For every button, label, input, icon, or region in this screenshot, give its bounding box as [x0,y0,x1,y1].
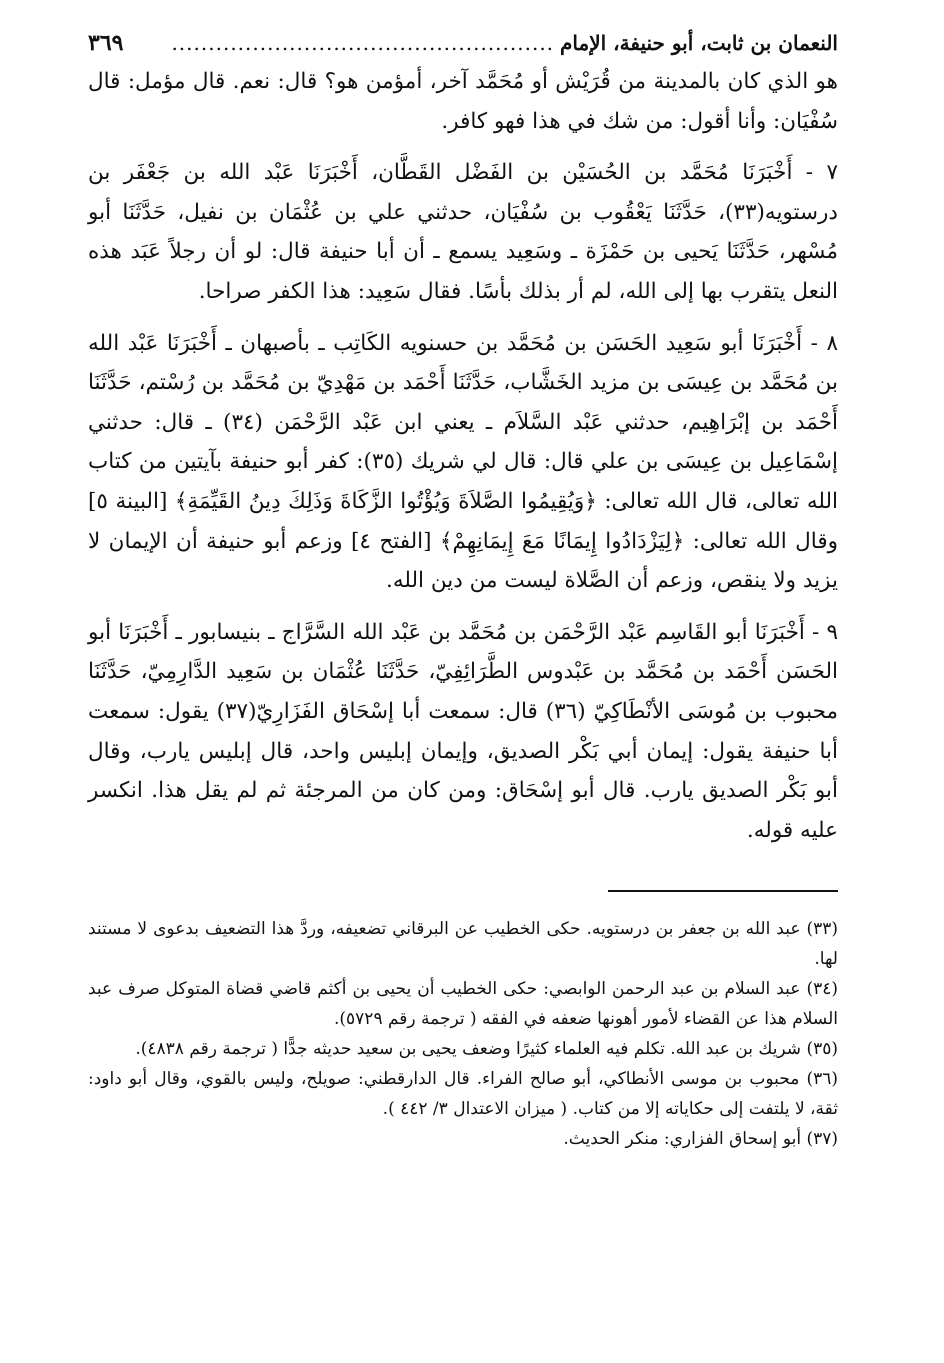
paragraph-narration-8: ٨ - أَخْبَرَنَا أبو سَعِيد الحَسَن بن مُحَمَّد بن حسنويه الكَاتِب ـ بأصبهان ـ أَخْبَرَنَا عَبْد الله بن مُحَمَّد بن عِيسَى بن مزيد الخَشَّاب، حَدَّثَنَا أَحْمَد بن مَهْدِيّ بن مُحَمَّد بن رُسْتم، حَدَّثَنَا أَحْمَد بن إبْرَاهِيم، حدثني عَبْد السَّلاَم ـ يعني ابن عَبْد الرَّحْمَن (٣٤) ـ قال: حدثني إسْمَاعِيل بن عِيسَى بن علي قال: قال لي شريك (٣٥): كفر أبو حنيفة بآيتين من كتاب الله تعالى، قال الله تعالى: ﴿وَيُقِيمُوا الصَّلاَةَ وَيُؤْتُوا الزَّكَاةَ وَذَلِكَ دِينُ القَيِّمَةِ﴾ [البينة ٥] وقال الله تعالى: ﴿لِيَزْدَادُوا إِيمَانًا مَعَ إِيمَانِهِمْ﴾ [الفتح ٤] وزعم أبو حنيفة أن الإيمان لا يزيد ولا ينقص، وزعم أن الصَّلاة ليست من دين الله. [88,330,838,594]
paragraph-narration-9: ٩ - أَخْبَرَنَا أبو القَاسِم عَبْد الرَّحْمَن بن مُحَمَّد بن عَبْد الله السَّرَّاج ـ بنيسابور ـ أَخْبَرَنَا أبو الحَسَن أَحْمَد بن مُحَمَّد بن عَبْدوس الطَّرَائِفِيّ، حَدَّثَنَا عُثْمَان بن سَعِيد الدَّارِمِيّ، حَدَّثَنَا محبوب بن مُوسَى الأنْطَاكِيّ (٣٦) قال: سمعت أبا إسْحَاق الفَزَارِيّ(٣٧) يقول: سمعت أبا حنيفة يقول: إيمان أبي بَكْر الصديق، وإيمان إبليس واحد، قال إبليس يارب، وقال أبو بَكْر الصديق يارب. قال أبو إسْحَاق: ومن كان من المرجئة ثم لم يقل هذا. انكسر عليه قوله. [88,619,838,843]
footnote-34: (٣٤) عبد السلام بن عبد الرحمن الوابصي: حكى الخطيب أن يحيى بن أكثم قاضي قضاة المتوكل صرف عبد السلام هذا عن القضاء لأمور أهونها ضعفه في الفقه ( ترجمة رقم ٥٧٢٩). [88,979,838,1030]
book-page [88,28,838,1348]
header-dot-leader: .................................................... [171,31,555,55]
footnote-36: (٣٦) محبوب بن موسى الأنطاكي، أبو صالح الفراء. قال الدارقطني: صويلح، وليس بالقوي، وقال أبو داود: ثقة، لا يلتفت إلى حكاياته إلا من كتاب. ( ميزان الاعتدال ٣/ ٤٤٢ ). [88,1069,838,1120]
footnote-35: (٣٥) شريك بن عبد الله. تكلم فيه العلماء كثيرًا وضعف يحيى بن سعيد حديثه جدًّا ( ترجمة رقم ٤٨٣٨). [135,1039,838,1060]
header-title: النعمان بن ثابت، أبو حنيفة، الإمام [560,31,838,55]
footnote-separator [608,890,838,892]
paragraph-continuation: هو الذي كان بالمدينة من قُرَيْش أو مُحَمَّد آخر، أمؤمن هو؟ قال: نعم. قال مؤمل: قال سُفْيَان: وأنا أقول: من شك في هذا فهو كافر. [88,69,838,134]
footnote-33: (٣٣) عبد الله بن جعفر بن درستويه. حكى الخطيب عن البرقاني تضعيفه، وردَّ هذا التضعيف بدعوى لا مستند لها. [88,919,838,970]
running-header [88,28,838,58]
page-number: ٣٦٩ [88,30,124,56]
main-text [88,62,838,850]
footnote-37: (٣٧) أبو إسحاق الفزاري: منكر الحديث. [563,1129,838,1150]
footnotes [88,914,838,1154]
paragraph-narration-7: ٧ - أَخْبَرَنَا مُحَمَّد بن الحُسَيْن بن الفَضْل القَطَّان، أَخْبَرَنَا عَبْد الله بن جَعْفَر بن درستويه(٣٣)، حَدَّثَنَا يَعْقُوب بن سُفْيَان، حدثني علي بن عُثْمَان بن نفيل، حَدَّثَنَا أبو مُسْهر، حَدَّثَنَا يَحيى بن حَمْزَة ـ وسَعِيد يسمع ـ أن أبا حنيفة قال: لو أن رجلاً عَبَد هذه النعل يتقرب بها إلى الله، لم أر بذلك بأسًا. فقال سَعِيد: هذا الكفر صراحا. [88,160,838,304]
